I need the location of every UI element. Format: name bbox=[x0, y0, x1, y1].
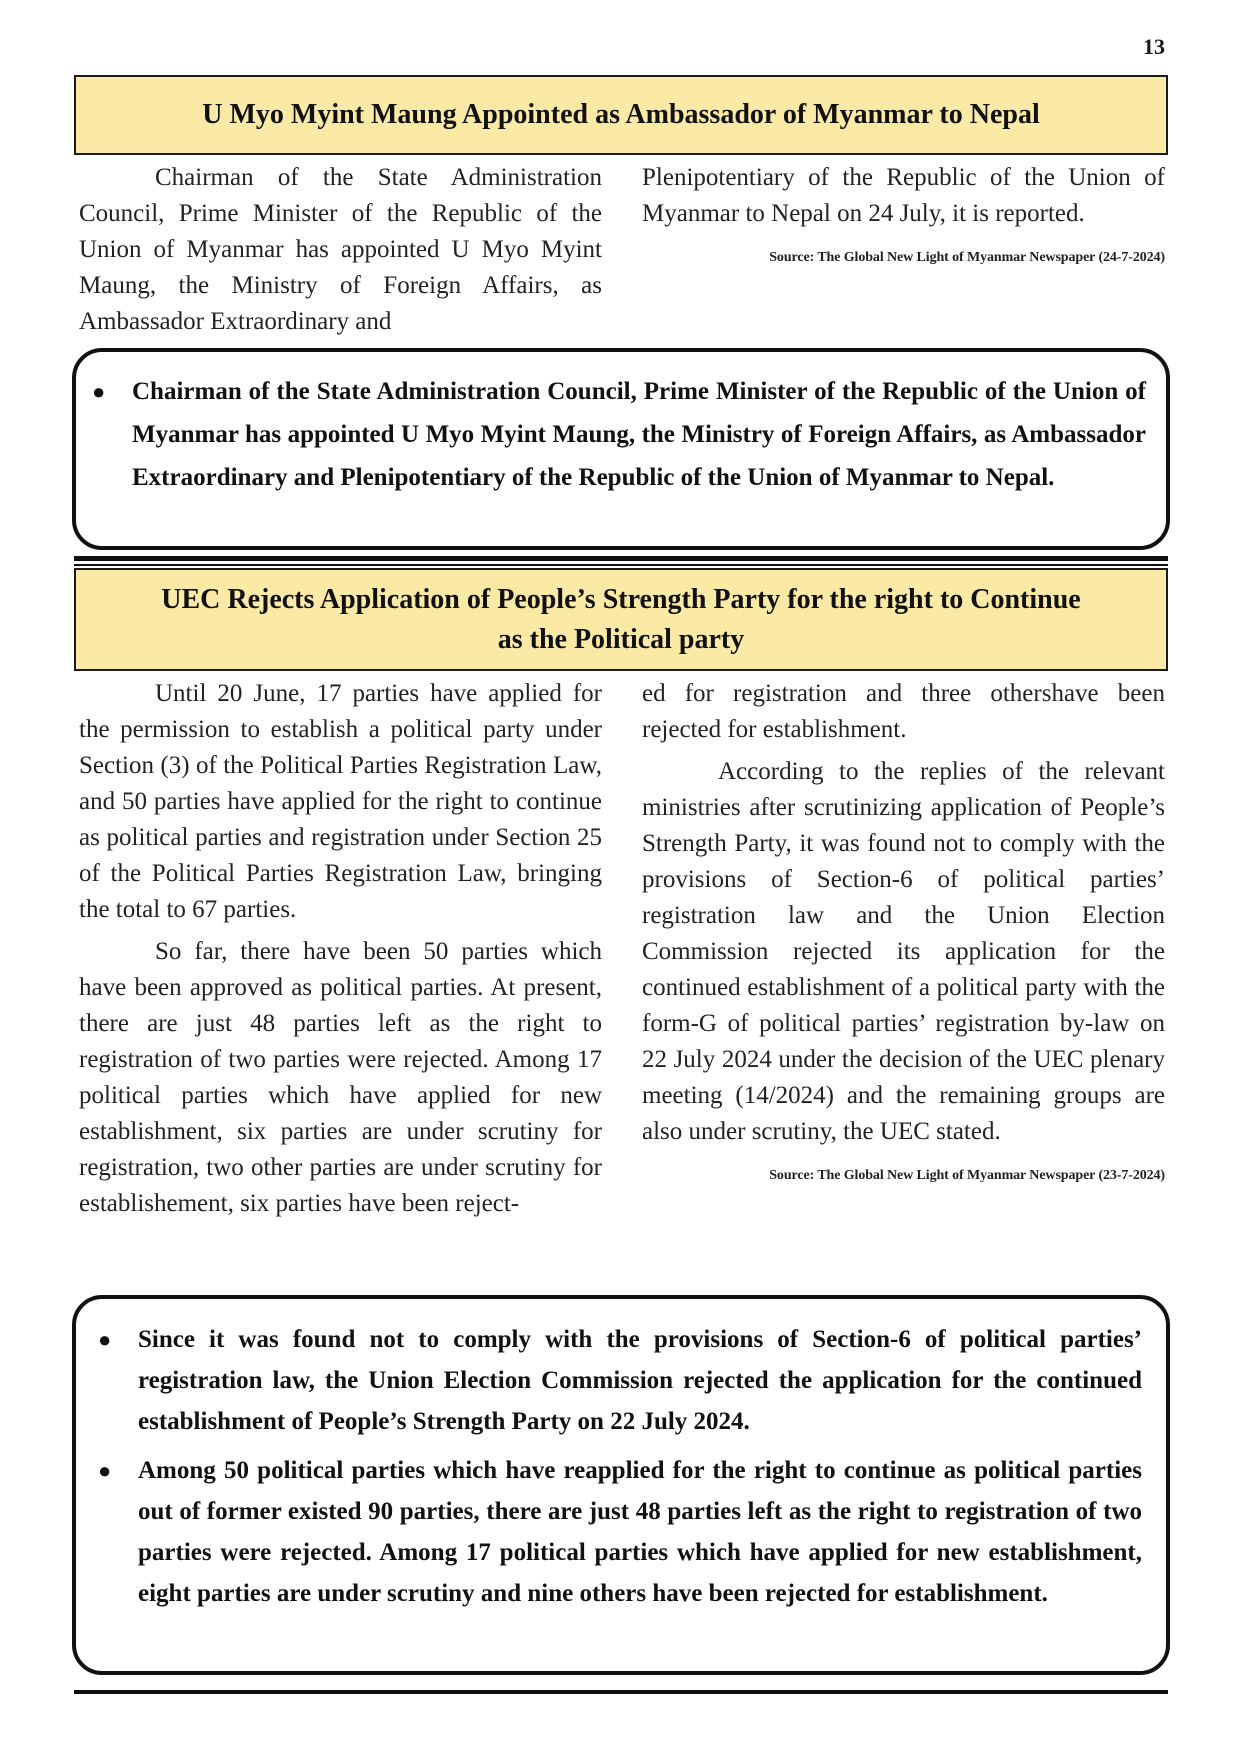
article-2-paragraph-1: Until 20 June, 17 parties have applied for the permission to establish a political party under Section (3) of the Political Parties Registration Law, and 50 parties have applied for the right to continue as political parties and registration under Section 25 of the Political Parties Registration Law, bringing the total to 67 parties. bbox=[79, 680, 602, 923]
summary-text: Chairman of the State Administration Council, Prime Minister of the Republic of the Union of Myanmar has appointed U Myo Myint Maung, the Ministry of Foreign Affairs, as Ambassador Extraordinary and Plenipotentiary of the Republic of the Union of Myanmar to Nepal. bbox=[132, 378, 1146, 491]
section-divider bbox=[74, 556, 1168, 561]
article-2-paragraph-3: ed for registration and three othershave been rejected for establishment. bbox=[642, 680, 1165, 743]
article-1-paragraph-2: Plenipotentiary of the Republic of the Union of Myanmar to Nepal on 24 July, it is reported. bbox=[642, 164, 1165, 227]
article-1-summary-list bbox=[92, 370, 1146, 499]
article-1-summary-box bbox=[72, 348, 1170, 550]
bullet-icon: ● bbox=[92, 379, 106, 404]
article-2-summary-box bbox=[72, 1295, 1170, 1675]
article-2-paragraph-2: So far, there have been 50 parties which have been approved as political parties. At present, there are just 48 parties left as the right to registration of two parties were rejected. Among 17 political parties which have applied for new establishment, six parties are under scrutiny for registration, two other parties are under scrutiny for establishement, six parties have been reject- bbox=[79, 938, 602, 1217]
article-2-source: Source: The Global New Light of Myanmar Newspaper (23-7-2024) bbox=[769, 1168, 1165, 1183]
article-1-headline bbox=[74, 75, 1168, 155]
summary-bullet bbox=[98, 1319, 1142, 1442]
article-2-headline-line-1: UEC Rejects Application of People’s Strength Party for the right to Continue bbox=[161, 584, 1081, 615]
article-1-column-2 bbox=[642, 160, 1165, 276]
bullet-icon: ● bbox=[98, 1458, 112, 1483]
article-1-column-1 bbox=[79, 160, 602, 340]
article-2-column-1 bbox=[79, 676, 602, 1222]
summary-text: Since it was found not to comply with the provisions of Section-6 of political parties’ registration law, the Union Election Commission rejected the application for the continued establishment of People’s Strength Party on 22 July 2024. bbox=[138, 1326, 1142, 1435]
article-2-headline-line-2: as the Political party bbox=[497, 624, 745, 655]
article-2-paragraph-4: According to the replies of the relevant ministries after scrutinizing application of People’s Strength Party, it was found not to comply with the provisions of Section-6 of political parties’ registration law and the Union Election Commission rejected its application for the continued establishment of a political party with the form-G of political parties’ registration by-law on 22 July 2024 under the decision of the UEC plenary meeting (14/2024) and the remaining groups are also under scrutiny, the UEC stated. bbox=[642, 758, 1165, 1145]
bullet-icon: ● bbox=[98, 1327, 112, 1352]
article-1-source: Source: The Global New Light of Myanmar Newspaper (24-7-2024) bbox=[769, 250, 1165, 265]
summary-bullet bbox=[92, 370, 1146, 499]
section-divider-thin bbox=[74, 564, 1168, 566]
article-2-column-2 bbox=[642, 676, 1165, 1194]
page-number: 13 bbox=[1143, 34, 1165, 59]
summary-text: Among 50 political parties which have reapplied for the right to continue as political parties out of former existed 90 parties, there are just 48 parties left as the right to registration of two parties were rejected. Among 17 political parties which have applied for new establishment, eight parties are under scrutiny and nine others have been rejected for establishment. bbox=[138, 1457, 1142, 1607]
article-2-headline bbox=[74, 568, 1168, 671]
article-1-paragraph-1: Chairman of the State Administration Council, Prime Minister of the Republic of the Union of Myanmar has appointed U Myo Myint Maung, the Ministry of Foreign Affairs, as Ambassador Extraordinary and bbox=[79, 164, 602, 335]
article-2-summary-list bbox=[98, 1319, 1142, 1614]
article-1-headline-text: U Myo Myint Maung Appointed as Ambassador of Myanmar to Nepal bbox=[202, 99, 1040, 130]
bottom-rule bbox=[74, 1690, 1168, 1694]
summary-bullet bbox=[98, 1450, 1142, 1614]
